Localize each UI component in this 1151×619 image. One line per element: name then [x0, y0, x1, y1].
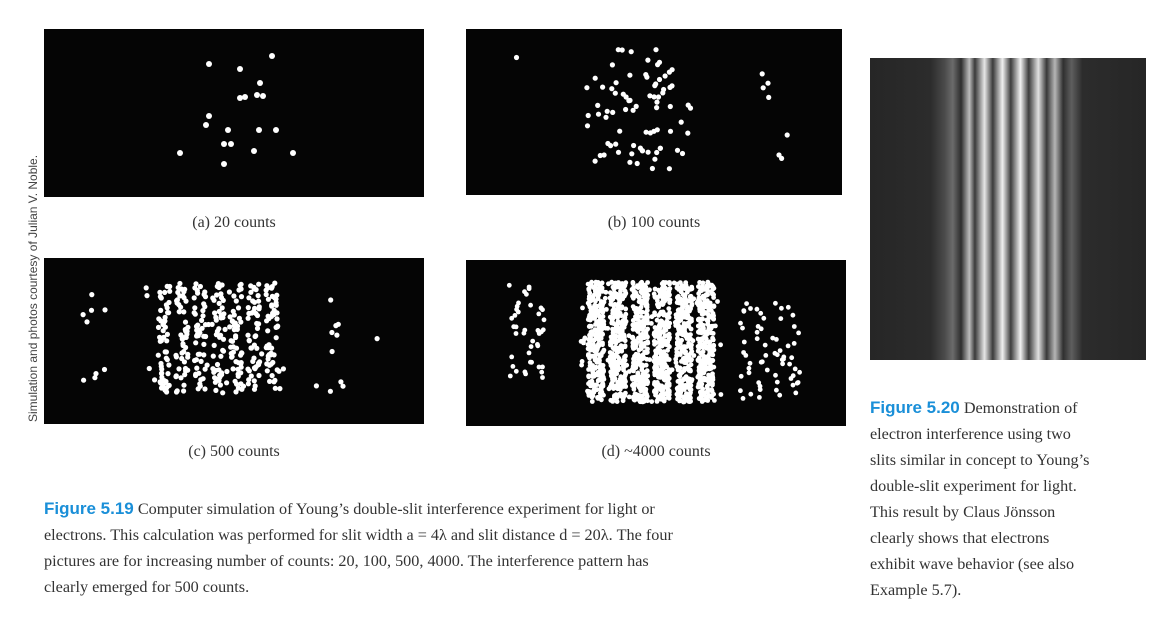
figure-5-20-label: Figure 5.20	[870, 398, 960, 417]
fig20-line1: Demonstration of	[963, 399, 1078, 417]
fig19-line1: Computer simulation of Young’s double-slit interference experiment for light or	[137, 500, 655, 518]
figure-5-20-caption	[870, 395, 1146, 603]
panel-caption-a: (a) 20 counts	[192, 214, 276, 231]
fig20-line7: exhibit wave behavior (see also	[870, 555, 1075, 573]
fig20-line5: This result by Claus Jönsson	[870, 503, 1056, 521]
simulation-panel-c	[44, 258, 424, 424]
fig20-line8: Example 5.7).	[870, 581, 962, 599]
fig20-line3: slits similar in concept to Young’s	[870, 451, 1090, 469]
simulation-panel-b	[466, 29, 842, 195]
panel-caption-d: (d) ~4000 counts	[601, 443, 711, 460]
panel-caption-b: (b) 100 counts	[607, 214, 701, 231]
dots-a	[44, 29, 424, 197]
simulation-panel-d	[466, 260, 846, 426]
dots-b	[466, 29, 842, 195]
fig19-line4: clearly emerged for 500 counts.	[44, 578, 250, 596]
figure-5-19-label: Figure 5.19	[44, 499, 134, 518]
fig19-line2: electrons. This calculation was performed for slit width a = 4λ and slit distance d = 20λ. The four	[44, 526, 673, 544]
simulation-panel-a	[44, 29, 424, 197]
electron-interference-photo	[870, 58, 1146, 360]
dots-c	[44, 258, 424, 424]
panel-caption-c: (c) 500 counts	[188, 443, 280, 460]
fig20-line2: electron interference using two	[870, 425, 1071, 443]
fig20-line6: clearly shows that electrons	[870, 529, 1050, 547]
fig19-line3: pictures are for increasing number of counts: 20, 100, 500, 4000. The interference pattern has	[44, 552, 649, 570]
fig20-line4: double-slit experiment for light.	[870, 477, 1077, 495]
dots-d	[466, 260, 846, 426]
photo-credit: Simulation and photos courtesy of Julian V. Noble.	[26, 154, 40, 422]
fringe-pattern	[870, 58, 1146, 360]
figure-5-19-caption	[44, 496, 844, 600]
